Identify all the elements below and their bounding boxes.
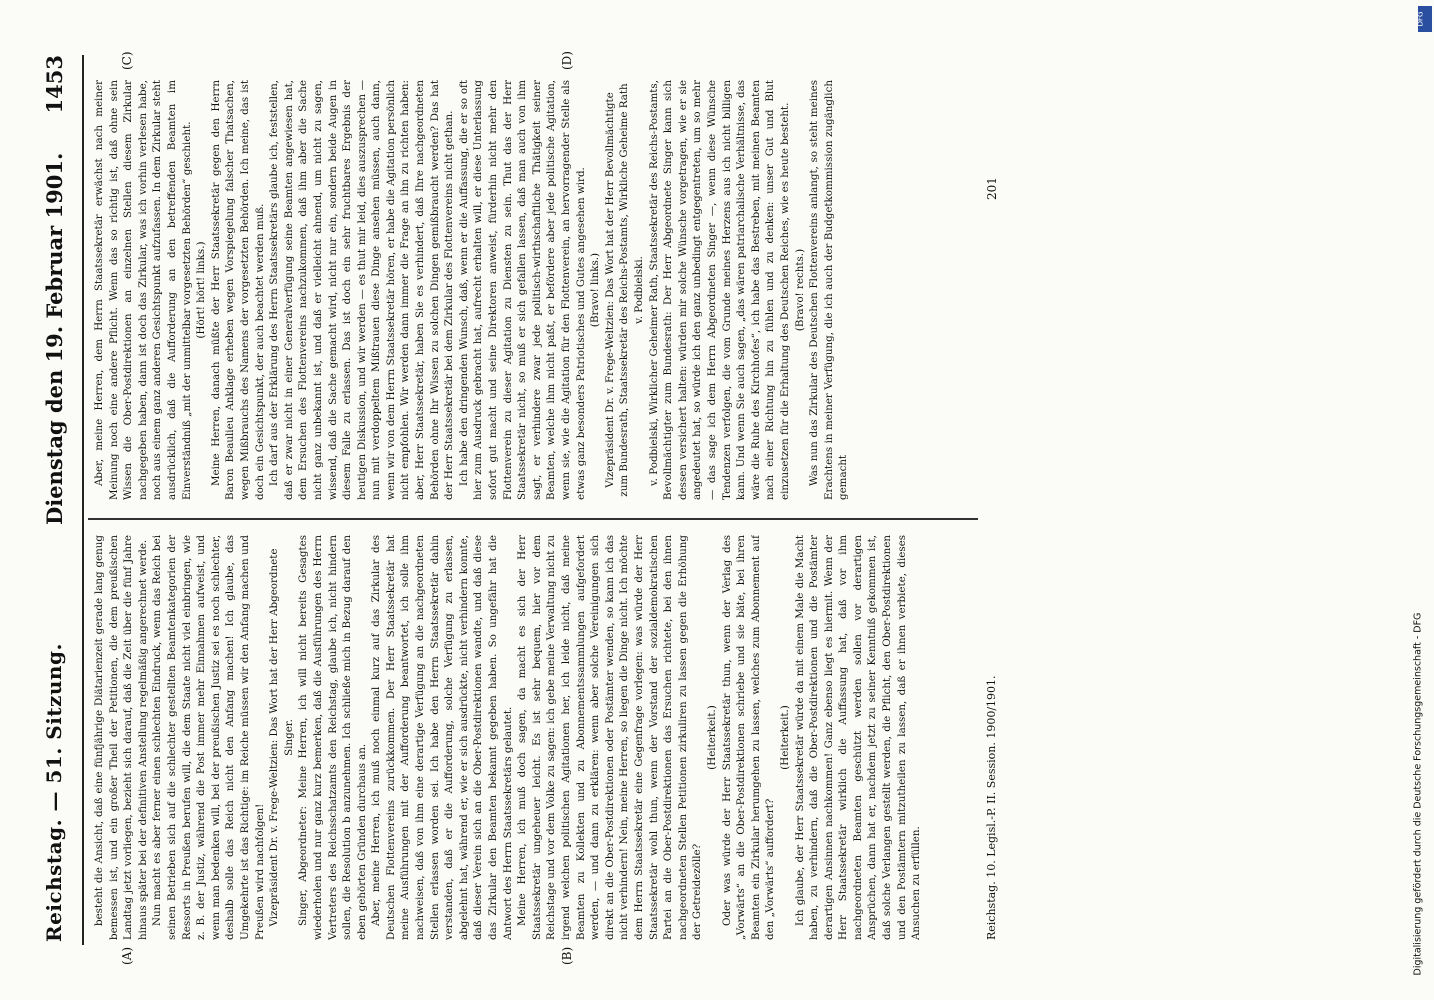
paragraph: Nun macht es aber ferner einen schlechten Eindruck, wenn das Reich bei seinen Betrieben sich auf die schlechter gestellten Beamtenkategorien der Ressorts in Preußen berufen will, die dem Staate nicht viel einbringen, wie z. B. der Justiz, während die Post immer mehr Einnahmen aufweist, und wenn man bedenken will, bei der preußischen Justiz sei es noch schlechter, deshalb solle das Reich nicht den Anfang machen! Ich glaube, das Umgekehrte ist das Richtige: im Reiche müssen wir den Anfang machen und Preußen wird nachfolgen! (151, 535, 266, 940)
paragraph: Meine Herren, ich muß doch sagen, da macht es sich der Herr Staatssekretär ungeheuer leicht. Es ist sehr bequem, hier vor dem Reichstage und vor dem Volke zu sagen: ich gebe meine Verwaltung nicht zu irgend welchen politischen Agitationen her, ich leide nicht, daß meine Beamten zu Kollekten und zu Abonnementssammlungen aufgefordert werden, — und dann zu erklären: wenn aber solche Vereinigungen sich direkt an die Ober-Postdirektionen oder Postämter wenden, so kann ich das nicht verhindern! Nein, meine Herren, so liegen die Dinge nicht. Ich möchte dem Herrn Staatssekretär eine Gegenfrage vorlegen: was würde der Herr Staatssekretär wohl thun, wenn der Vorstand der sozialdemokratischen Partei an die Ober-Postdirektionen das Ersuchen richtete, bei den ihnen nachgeordneten Stellen Petitionen zirkuliren zu lassen gegen die Erhöhung der Getreidezölle? (516, 535, 704, 940)
paragraph: Was nun das Zirkular des Deutschen Flottenvereins anlangt, so steht meines Erachtens in meiner Verfügung, die ich auch der Budgetkommission zugänglich gemacht (808, 80, 850, 500)
speaker-line: Vizepräsident Dr. v. Frege-Weltzien: Das Wort hat der Herr Abgeordnete Singer. (268, 548, 295, 927)
running-header (42, 0, 72, 1000)
column-divider (88, 519, 978, 521)
header-session: Reichstag. — 51. Sitzung. (42, 643, 66, 942)
interjection: (Heiterkeit.) (778, 705, 791, 770)
left-column (92, 535, 982, 940)
paragraph: besteht die Ansicht, daß eine fünfjährige Diätarienzeit gerade lang genug bemessen ist, und ein großer Theil der Petitionen, die dem preußischen Landtag jetzt vorliegen, bezieht sich darauf, daß die Zeit über die fünf Jahre hinaus später bei der definitiven Anstellung regelmäßig angerechnet werde. (93, 535, 149, 940)
right-column (92, 80, 982, 500)
margin-marker-b: (B) (560, 946, 574, 965)
header-rule (82, 55, 84, 945)
paragraph: Aber, meine Herren, ich muß noch einmal kurz auf das Zirkular des Deutschen Flottenvereins zurückkommen. Der Herr Staatssekretär hat meine Ausführungen mit der Aufforderung beantwortet, ich solle ihm nachweisen, daß von ihm eine derartige Verfügung an die nachgeordneten Stellen erlassen worden sei. Ich habe den Herrn Staatssekretär dahin verstanden, daß er die Aufforderung, solche Verfügung zu erlassen, abgelehnt hat, während er, wie er sich ausdrückte, nicht verhindern konnte, daß dieser Verein sich an die Ober-Postdirektionen wandte, und daß diese das Zirkular den Beamten bekannt gegeben haben. So ungefähr hat die Antwort des Herrn Staatssekretärs gelautet. (370, 535, 514, 940)
footer-session: Reichstag. 10. Legisl.-P. II. Session. 1900/1901. (985, 675, 998, 940)
interjection: (Bravo! links.) (589, 252, 602, 328)
margin-marker-d: (D) (560, 51, 574, 70)
paragraph: Ich habe den dringenden Wunsch, daß, wenn er die Auffassung, die er so oft hier zum Ausdruck gebracht hat, aufrecht erhalten will, er diese Unterlassung sofort gut macht und seine Direktoren anweist, fürderhin nicht mehr den Flottenverein zu dieser Agitation zu Diensten zu sein. Thut das der Herr Staatssekretär nicht, so muß er sich gefallen lassen, daß man auch von ihm sagt, er verhindere zwar jede politisch-wirthschaftliche Thätigkeit seiner Beamten, welche ihm nicht paßt, er befördere aber jede politische Agitation, wenn sie, wie die Agitation für den Flottenverein, an hervorragender Stelle als etwas ganz besonders Patriotisches und Gutes angesehen wird. (457, 80, 587, 500)
page-number: 1453 (42, 55, 67, 114)
margin-marker-c: (C) (120, 51, 134, 70)
margin-marker-a: (A) (120, 946, 134, 965)
paragraph: Ich glaube, der Herr Staatssekretär würde da mit einem Male die Macht haben, zu verhindern, daß die Ober-Postdirektionen und die Postämter derartigen Ansinnen nachkommen! Ganz ebenso liegt es hiermit. Wenn der Herr Staatssekretär wirklich die Auffassung hat, daß vor ihm nachgeordneten Beamten geschützt werden sollen vor derartigen Ansprüchen, dann hat er, nachdem jetzt zu seiner Kenntniß gekommen ist, daß solche Verlangen gestellt werden, die Pflicht, den Ober-Postdirektionen und den Postämtern mitzutheilen zu lassen, daß er ihnen verbiete, dieses Ansuchen zu erfüllen. (793, 535, 923, 940)
paragraph: v. Podbielski, Wirklicher Geheimer Rath, Staatssekretär des Reichs-Postamts, Bevollmächtigter zum Bundesrath: Der Herr Abgeordnete Singer kann sich dessen versichert halten: würden mir solche Wünsche vorgetragen, wie er sie angedeutet hat, so würde ich den ganz unbedingt entgegentreten, um so mehr — das sage ich dem Herrn Abgeordneten Singer —, wenn diese Wünsche Tendenzen verfolgen, die vom Grunde meines Herzens aus ich nicht billigen kann. Und wenn Sie auch sagen, „das wären patriarchalische Verhältnisse, das wäre die Ruhe des Kirchhofes“, ich habe das Bestreben, mit meinen Beamten nach einer Richtung hin zu fühlen und zu denken: unser Gut und Blut einzusetzen für die Erhaltung des Deutschen Reiches, wie es heute besteht. (647, 80, 791, 500)
speaker-line: Vizepräsident Dr. v. Frege-Weltzien: Das Wort hat der Herr Bevollmächtigte zum Bundesrath, Staatssekretär des Reichs-Postamts, Wirkliche Geheime Rath v. Podbielski. (603, 83, 645, 497)
paragraph: Oder was würde der Herr Staatssekretär thun, wenn der Verlag des „Vorwärts“ an die Ober-Postdirektionen schriebe und sie bäte, bei ihren Beamten ein Zirkular herumgehen zu lassen, welches zum Abonnement auf den „Vorwärts“ auffordert? (720, 535, 777, 940)
header-date: Dienstag den 19. Februar 1901. (42, 152, 67, 525)
paragraph: Ich darf aus der Erklärung des Herrn Staatssekretärs glaube ich, feststellen, daß er zwar nicht in einer Generalverfügung seine Beamten angewiesen hat, dem Ersuchen des Flottenvereins nachzukommen, daß ihm aber die Sache nicht ganz unbekannt ist, und daß er vielleicht ahnend, um nicht zu sagen, wissend, daß die Sache gemacht wird, nicht nur ein, sondern beide Augen in diesem Falle zu erlassen. Das ist doch ein sehr fruchtbares Ergebnis der heutigen Diskussion, und wir werden — es thut mir leid, dies auszusprechen — nun mit verdoppeltem Mißtrauen diese Dinge ansehen müssen, auch dann, wenn wir von dem Herrn Staatssekretär hören, er habe die Agitation persönlich nicht empfohlen. Wir werden dann immer die Frage an ihn zu richten haben: aber, Herr Staatssekretär, haben Sie es verhindert, daß Ihre nachgeordneten Behörden ohne Ihr Wissen zu solchen Dingen gemißbraucht werden? Das hat der Herr Staatssekretär bei dem Zirkular des Flottenvereins nicht gethan. (268, 80, 456, 500)
paragraph: Meine Herren, danach müßte der Herr Staatssekretär gegen den Herrn Baron Beaulieu Anklage erheben wegen Vorspiegelung falscher Thatsachen, wegen Mißbrauchs des Namens der vorgesetzten Behörden. Ich meine, das ist doch ein Gesichtspunkt, der auch beachtet werden muß. (209, 80, 266, 500)
sheet-signature: 201 (985, 177, 999, 200)
dfg-logo-text: DFG (1416, 11, 1425, 27)
paragraph: Singer, Abgeordneter: Meine Herren, ich will nicht bereits Gesagtes wiederholen und nur ganz kurz bemerken, daß die Ausführungen des Herrn Vertreters des Reichsschatzamts den Reichstag, glaube ich, nicht hindern sollen, die Resolution b anzunehmen. Ich schließe mich in Bezug darauf den eben gehörten Gründen durchaus an. (297, 535, 368, 940)
side-stamp (1408, 60, 1428, 990)
dfg-logo (1418, 6, 1432, 32)
interjection: (Bravo! rechts.) (793, 248, 806, 332)
funding-note: Digitalisierung gefördert durch die Deutsche Forschungsgemeinschaft - DFG (1412, 612, 1424, 976)
paragraph: Aber, meine Herren, dem Herrn Staatssekretär erwächst nach meiner Meinung noch eine andere Pflicht. Wenn das so richtig ist, daß ohne sein Wissen die Ober-Postdirektionen an einzelnen Stellen diesem Zirkular nachgegeben haben, dann ist doch das Zirkular, was ich vorhin verlesen habe, noch aus einem ganz anderen Gesichtspunkt aufzufassen. In dem Zirkular steht ausdrücklich, daß die Aufforderung an den betreffenden Beamten im Einverständniß „mit der unmittelbar vorgesetzten Behörden“ geschieht. (93, 80, 193, 500)
interjection: (Heiterkeit.) (705, 705, 718, 770)
interjection: (Hört! hört! links.) (195, 241, 208, 339)
